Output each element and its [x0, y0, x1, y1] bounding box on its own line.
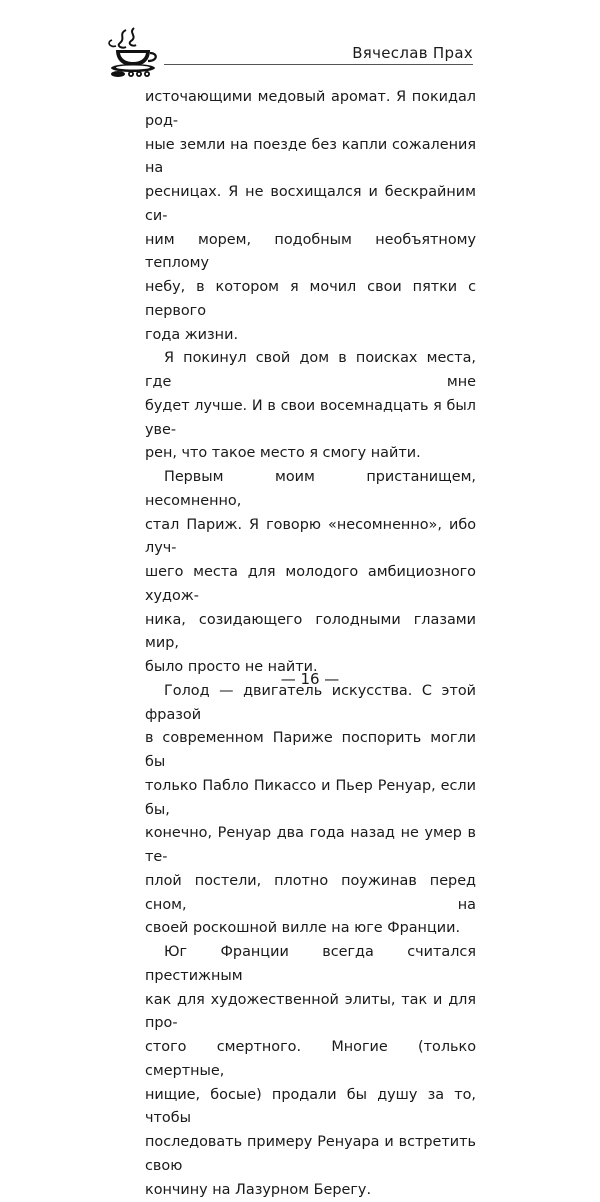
header-rule	[164, 64, 473, 65]
text-line: плой постели, плотно поужинав перед сном, на	[145, 870, 476, 918]
text-line: Я покинул свой дом в поисках места, где мне	[145, 347, 476, 395]
text-line: Юг Франции всегда считался престижным	[145, 941, 476, 989]
text-line: последовать примеру Ренуара и встретить свою	[145, 1131, 476, 1179]
text-line: стал Париж. Я говорю «несомненно», ибо луч-	[145, 514, 476, 562]
text-line: года жизни.	[145, 324, 476, 348]
text-line: как для художественной элиты, так и для про-	[145, 989, 476, 1037]
text-line: небу, в котором я мочил свои пятки с первого	[145, 276, 476, 324]
text-line: было просто не найти.	[145, 656, 476, 680]
text-line: Первым моим пристанищем, несомненно,	[145, 466, 476, 514]
text-line: ним морем, подобным необъятному теплому	[145, 229, 476, 277]
text-line: конечно, Ренуар два года назад не умер в те-	[145, 822, 476, 870]
text-line: источающими медовый аромат. Я покидал род-	[145, 86, 476, 134]
text-line: ресницах. Я не восхищался и бескрайним си-	[145, 181, 476, 229]
page-number: — 16 —	[0, 670, 600, 688]
text-line: своей роскошной вилле на юге Франции.	[145, 917, 476, 941]
text-line: кончину на Лазурном Берегу.	[145, 1179, 476, 1202]
coffee-cup-icon	[104, 26, 164, 80]
text-line: ные земли на поезде без капли сожаления на	[145, 134, 476, 182]
body-text	[145, 86, 476, 1202]
text-line: в современном Париже поспорить могли бы	[145, 727, 476, 775]
running-header-author: Вячеслав Прах	[352, 44, 473, 62]
text-line: нищие, босые) продали бы душу за то, чтобы	[145, 1084, 476, 1132]
text-line: стого смертного. Многие (только смертные,	[145, 1036, 476, 1084]
text-line: рен, что такое место я смогу найти.	[145, 442, 476, 466]
text-line: только Пабло Пикассо и Пьер Ренуар, если бы,	[145, 775, 476, 823]
text-line: Голод — двигатель искусства. С этой фразой	[145, 680, 476, 728]
text-line: шего места для молодого амбициозного худож-	[145, 561, 476, 609]
text-line: ника, созидающего голодными глазами мир,	[145, 609, 476, 657]
text-line: будет лучше. И в свои восемнадцать я был увe-	[145, 395, 476, 443]
